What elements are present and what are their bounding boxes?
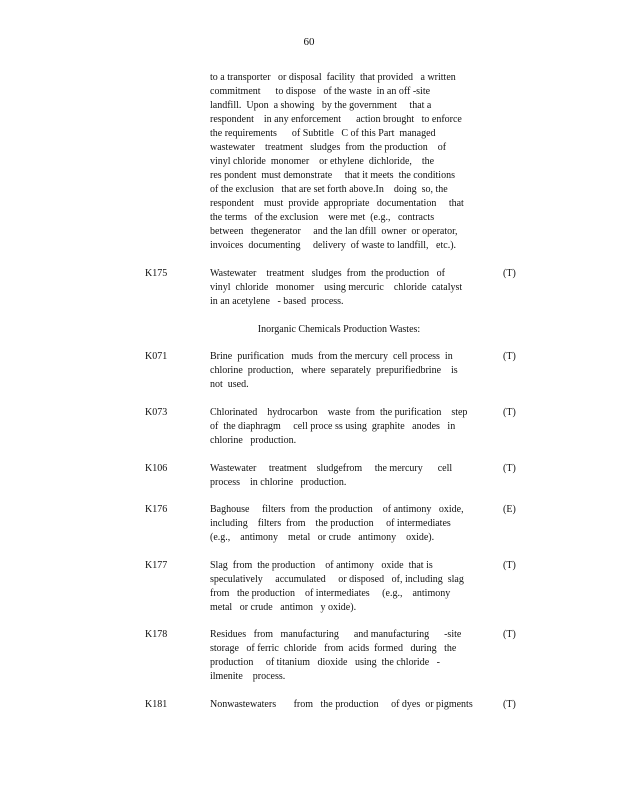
waste-description xyxy=(210,406,490,448)
text-line: Wastewater treatment sludges from the production of xyxy=(210,268,445,279)
waste-code: K177 xyxy=(145,560,168,571)
hazard-code: (T) xyxy=(503,351,516,362)
waste-code: K071 xyxy=(145,351,168,362)
waste-code: K175 xyxy=(145,268,168,279)
waste-description xyxy=(210,503,490,545)
section-heading xyxy=(0,323,618,337)
text-line: vinyl chloride monomer or ethylene dichloride, the xyxy=(210,156,435,167)
text-line: in an acetylene - based process. xyxy=(210,296,344,307)
waste-description xyxy=(210,462,490,490)
text-line: process in chlorine production. xyxy=(210,477,347,488)
text-line: metal or crude antimon y oxide). xyxy=(210,602,357,613)
text-line: landfill. Upon a showing by the government that a xyxy=(210,100,432,111)
text-line: chlorine production, where separately prepurifiedbrine is xyxy=(210,365,458,376)
text-line: between thegenerator and the lan dfill owner or operator, xyxy=(210,226,458,237)
text-line: chlorine production. xyxy=(210,435,297,446)
text-line: Wastewater treatment sludgefrom the mercury cell xyxy=(210,463,453,474)
text-line: Chlorinated hydrocarbon waste from the purification step xyxy=(210,407,468,418)
text-line: respondent must provide appropriate documentation that xyxy=(210,198,464,209)
text-line: commitment to dispose of the waste in an off -site xyxy=(210,86,431,97)
text-line: of the diaphragm cell proce ss using graphite anodes in xyxy=(210,421,456,432)
waste-code: K073 xyxy=(145,407,168,418)
text-line: the requirements of Subtitle C of this Part managed xyxy=(210,128,436,139)
text-line: respondent in any enforcement action brought to enforce xyxy=(210,114,462,125)
text-line: ilmenite process. xyxy=(210,671,286,682)
text-line: res pondent must demonstrate that it meets the conditions xyxy=(210,170,455,181)
waste-code: K178 xyxy=(145,629,168,640)
waste-description xyxy=(210,559,490,615)
text-line: Nonwastewaters from the production of dyes or pigments xyxy=(210,699,473,710)
text-line: Residues from manufacturing and manufacturing -site xyxy=(210,629,462,640)
waste-description xyxy=(210,267,490,309)
text-line: to a transporter or disposal facility that provided a written xyxy=(210,72,456,83)
text-line: production of titanium dioxide using the chloride - xyxy=(210,657,440,668)
hazard-code: (T) xyxy=(503,560,516,571)
text-line: vinyl chloride monomer using mercuric chloride catalyst xyxy=(210,282,463,293)
waste-description xyxy=(210,698,490,712)
text-line: the terms of the exclusion were met (e.g., contracts xyxy=(210,212,435,223)
text-line: of the exclusion that are set forth above.In doing so, the xyxy=(210,184,448,195)
page-number: 60 xyxy=(303,36,315,48)
section-heading-text: Inorganic Chemicals Production Wastes: xyxy=(257,324,421,335)
hazard-code: (T) xyxy=(503,463,516,474)
waste-code: K106 xyxy=(145,463,168,474)
hazard-code: (E) xyxy=(503,504,516,515)
continuation-paragraph xyxy=(210,71,490,253)
text-line: not used. xyxy=(210,379,249,390)
text-line: Brine purification muds from the mercury cell process in xyxy=(210,351,453,362)
waste-code: K181 xyxy=(145,699,168,710)
text-line: Baghouse filters from the production of antimony oxide, xyxy=(210,504,464,515)
hazard-code: (T) xyxy=(503,629,516,640)
hazard-code: (T) xyxy=(503,699,516,710)
text-line: Slag from the production of antimony oxide that is xyxy=(210,560,433,571)
text-line: wastewater treatment sludges from the production of xyxy=(210,142,447,153)
waste-description xyxy=(210,628,490,684)
text-line: (e.g., antimony metal or crude antimony oxide). xyxy=(210,532,435,543)
text-line: storage of ferric chloride from acids formed during the xyxy=(210,643,457,654)
text-line: invoices documenting delivery of waste to landfill, etc.). xyxy=(210,240,457,251)
waste-code: K176 xyxy=(145,504,168,515)
text-line: speculatively accumulated or disposed of, including slag xyxy=(210,574,464,585)
hazard-code: (T) xyxy=(503,407,516,418)
text-line: including filters from the production of intermediates xyxy=(210,518,451,529)
text-line: from the production of intermediates (e.g., antimony xyxy=(210,588,451,599)
waste-description xyxy=(210,350,490,392)
hazard-code: (T) xyxy=(503,268,516,279)
